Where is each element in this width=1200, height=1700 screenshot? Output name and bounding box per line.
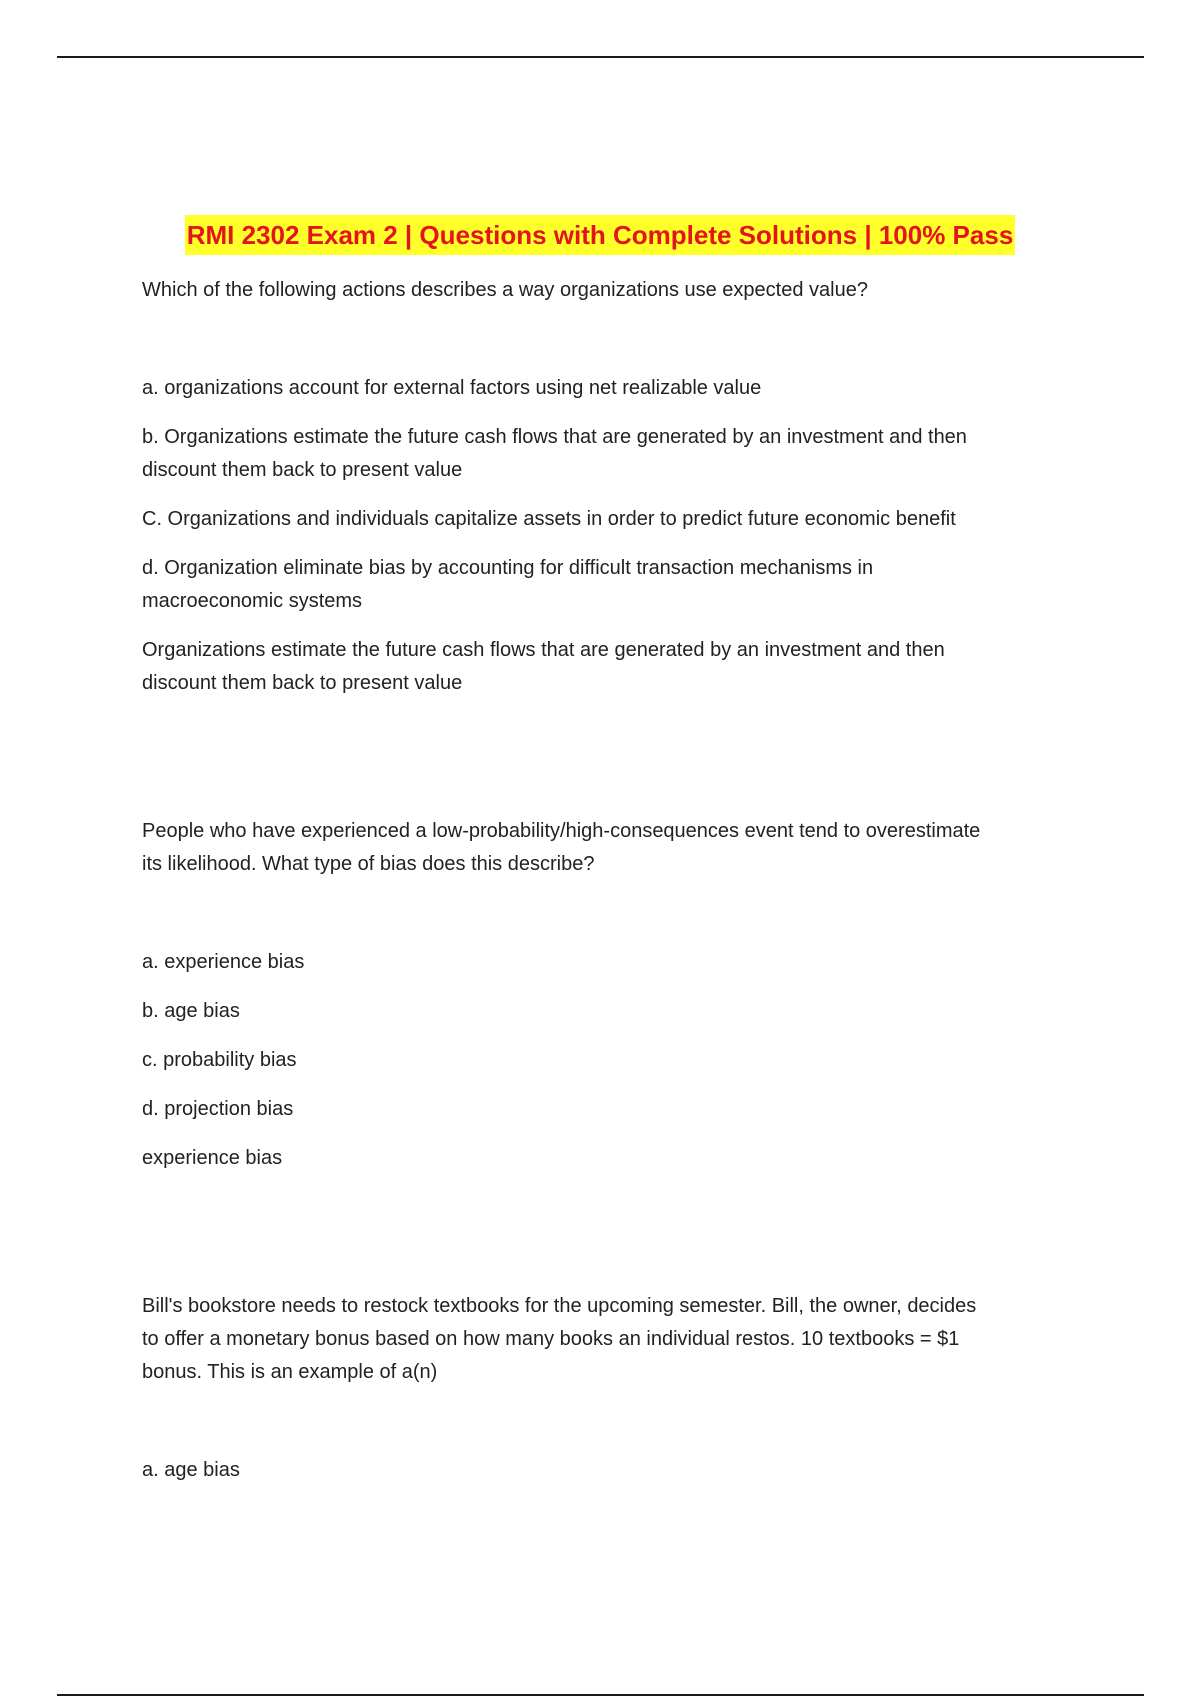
- question-2-text-cont: its likelihood. What type of bias does this describe?: [142, 853, 595, 875]
- question-3-text-cont-2: bonus. This is an example of a(n): [142, 1361, 438, 1383]
- question-1-option-b: b. Organizations estimate the future cash flows that are generated by an investment and then: [142, 426, 967, 448]
- question-1-answer-cont: discount them back to present value: [142, 672, 463, 694]
- title-container: [0, 215, 1200, 255]
- question-2-answer: experience bias: [142, 1147, 283, 1169]
- question-3-option-a: a. age bias: [142, 1459, 240, 1481]
- question-1-option-a: a. organizations account for external factors using net realizable value: [142, 377, 762, 399]
- question-1-answer: Organizations estimate the future cash flows that are generated by an investment and then: [142, 639, 945, 661]
- question-1-option-d-cont: macroeconomic systems: [142, 590, 363, 612]
- question-2-option-c: c. probability bias: [142, 1049, 297, 1071]
- question-1-option-b-cont: discount them back to present value: [142, 459, 463, 481]
- question-3-text: Bill's bookstore needs to restock textbooks for the upcoming semester. Bill, the owner, decides: [142, 1295, 977, 1317]
- question-2-option-a: a. experience bias: [142, 951, 305, 973]
- question-3-text-cont-1: to offer a monetary bonus based on how many books an individual restos. 10 textbooks = $1: [142, 1328, 960, 1350]
- footer-rule: [57, 1694, 1144, 1696]
- question-2-text: People who have experienced a low-probability/high-consequences event tend to overestimate: [142, 820, 981, 842]
- question-2-option-d: d. projection bias: [142, 1098, 294, 1120]
- question-1-text: Which of the following actions describes a way organizations use expected value?: [142, 279, 868, 301]
- question-2-option-b: b. age bias: [142, 1000, 240, 1022]
- question-1-option-d: d. Organization eliminate bias by accounting for difficult transaction mechanisms in: [142, 557, 874, 579]
- header-rule: [57, 56, 1144, 58]
- document-title: RMI 2302 Exam 2 | Questions with Complete Solutions | 100% Pass: [185, 215, 1016, 255]
- question-1-option-c: C. Organizations and individuals capitalize assets in order to predict future economic benefit: [142, 508, 956, 530]
